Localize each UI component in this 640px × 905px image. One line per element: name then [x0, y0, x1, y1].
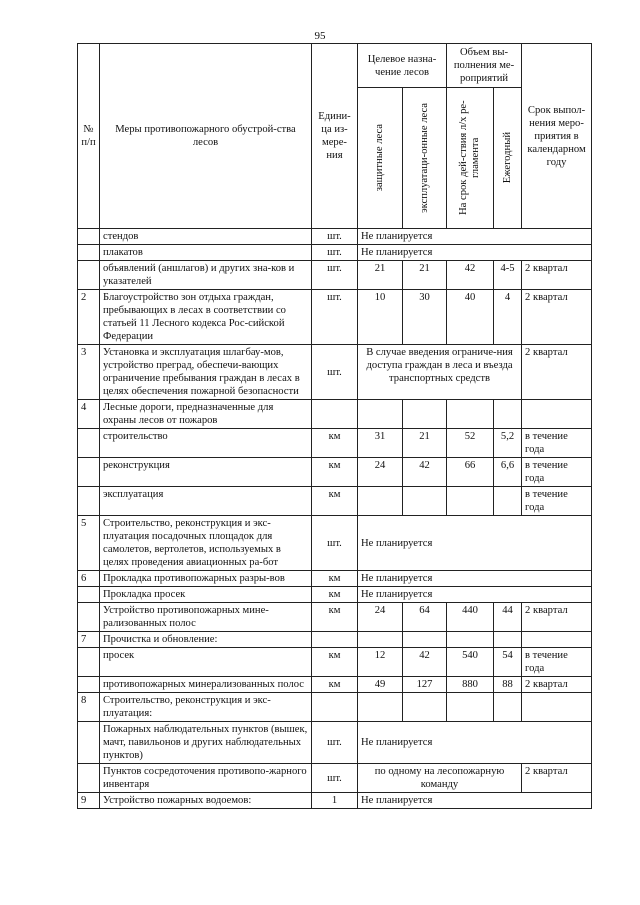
exploit-value: 42 — [403, 648, 447, 677]
table-row — [78, 793, 592, 809]
term-cell: в течение года — [522, 458, 592, 487]
empty-cell — [522, 632, 592, 648]
table-row — [78, 245, 592, 261]
empty-cell — [447, 693, 494, 722]
term-cell: 2 квартал — [522, 603, 592, 632]
empty-cell — [447, 632, 494, 648]
status-cell: Не планируется — [358, 571, 592, 587]
empty-cell — [447, 400, 494, 429]
measure-cell: объявлений (аншлагов) и других зна-ков и указателей — [100, 261, 312, 290]
fire-safety-measures-table — [77, 43, 592, 809]
table-row — [78, 400, 592, 429]
table-row — [78, 516, 592, 571]
exploit-value: 64 — [403, 603, 447, 632]
unit-cell: шт. — [312, 722, 358, 764]
empty-cell — [403, 693, 447, 722]
annual-value: 4 — [494, 290, 522, 345]
unit-cell: км — [312, 587, 358, 603]
measure-cell: Пожарных наблюдательных пунктов (вышек, мачт, павильонов и других наблюдательных пунктов) — [100, 722, 312, 764]
period-value: 880 — [447, 677, 494, 693]
unit-cell: км — [312, 487, 358, 516]
exploit-value: 21 — [403, 429, 447, 458]
protective-value: 31 — [358, 429, 403, 458]
row-number: 3 — [78, 345, 100, 400]
period-value: 40 — [447, 290, 494, 345]
empty-cell — [358, 632, 403, 648]
period-value: 52 — [447, 429, 494, 458]
empty-cell — [494, 400, 522, 429]
unit-cell: шт. — [312, 516, 358, 571]
table-row — [78, 632, 592, 648]
unit-cell: шт. — [312, 229, 358, 245]
term-cell: 2 квартал — [522, 261, 592, 290]
measure-cell: Пунктов сосредоточения противопо-жарного инвентаря — [100, 764, 312, 793]
term-cell: 2 квартал — [522, 764, 592, 793]
table-header-row — [78, 44, 592, 88]
header-term: Срок выпол-нения меро-приятия в календарном году — [522, 44, 592, 229]
term-cell: 2 квартал — [522, 677, 592, 693]
unit-cell: шт. — [312, 345, 358, 400]
empty-cell — [494, 632, 522, 648]
annual-value: 44 — [494, 603, 522, 632]
measure-cell: Прочистка и обновление: — [100, 632, 312, 648]
protective-value: 49 — [358, 677, 403, 693]
unit-cell: шт. — [312, 261, 358, 290]
unit-cell — [312, 632, 358, 648]
row-number — [78, 677, 100, 693]
unit-cell — [312, 400, 358, 429]
row-number — [78, 587, 100, 603]
row-number — [78, 764, 100, 793]
header-measure: Меры противопожарного обустрой-ства лесов — [100, 44, 312, 229]
annual-value: 5,2 — [494, 429, 522, 458]
page-number: 95 — [314, 30, 326, 42]
period-value: 440 — [447, 603, 494, 632]
empty-cell — [403, 400, 447, 429]
table-row — [78, 764, 592, 793]
status-cell: Не планируется — [358, 722, 592, 764]
measure-cell: плакатов — [100, 245, 312, 261]
term-cell: 2 квартал — [522, 290, 592, 345]
row-number — [78, 487, 100, 516]
status-cell: Не планируется — [358, 516, 592, 571]
protective-value: 12 — [358, 648, 403, 677]
protective-value: 21 — [358, 261, 403, 290]
exploit-value: 30 — [403, 290, 447, 345]
status-cell: Не планируется — [358, 229, 592, 245]
exploit-value: 21 — [403, 261, 447, 290]
measure-cell: Устройство противопожарных мине-рализованных полос — [100, 603, 312, 632]
term-cell: в течение года — [522, 429, 592, 458]
measure-cell: эксплуатация — [100, 487, 312, 516]
header-num: № п/п — [78, 44, 100, 229]
table-row — [78, 648, 592, 677]
protective-value: 10 — [358, 290, 403, 345]
row-number: 8 — [78, 693, 100, 722]
exploit-value — [403, 487, 447, 516]
unit-cell: км — [312, 458, 358, 487]
measure-cell: Строительство, реконструкция и экс-плуатация: — [100, 693, 312, 722]
row-number — [78, 261, 100, 290]
unit-cell: км — [312, 648, 358, 677]
annual-value: 6,6 — [494, 458, 522, 487]
measure-cell: строительство — [100, 429, 312, 458]
table-row — [78, 261, 592, 290]
annual-value: 88 — [494, 677, 522, 693]
term-cell: 2 квартал — [522, 345, 592, 400]
measure-cell: Прокладка противопожарных разры-вов — [100, 571, 312, 587]
header-volume: Объем вы-полнения ме-роприятий — [447, 44, 522, 88]
condition-cell: по одному на лесопожарную команду — [358, 764, 522, 793]
row-number — [78, 458, 100, 487]
table-row — [78, 722, 592, 764]
measure-cell: просек — [100, 648, 312, 677]
exploit-value: 42 — [403, 458, 447, 487]
header-protective: защитные леса — [358, 88, 403, 229]
status-cell: Не планируется — [358, 793, 592, 809]
exploit-value: 127 — [403, 677, 447, 693]
unit-cell: км — [312, 603, 358, 632]
table-row — [78, 458, 592, 487]
period-value: 66 — [447, 458, 494, 487]
table-row — [78, 487, 592, 516]
annual-value: 54 — [494, 648, 522, 677]
measure-cell: Прокладка просек — [100, 587, 312, 603]
header-unit: Едини-ца из-мере-ния — [312, 44, 358, 229]
row-number: 6 — [78, 571, 100, 587]
row-number — [78, 722, 100, 764]
row-number — [78, 245, 100, 261]
unit-cell: км — [312, 677, 358, 693]
protective-value — [358, 487, 403, 516]
row-number: 5 — [78, 516, 100, 571]
row-number — [78, 648, 100, 677]
term-cell: в течение года — [522, 487, 592, 516]
row-number — [78, 429, 100, 458]
header-exploit: эксплуатаци-онные леса — [403, 88, 447, 229]
row-number: 4 — [78, 400, 100, 429]
row-number — [78, 229, 100, 245]
table-row — [78, 345, 592, 400]
unit-cell: км — [312, 571, 358, 587]
row-number: 9 — [78, 793, 100, 809]
measure-cell: Установка и эксплуатация шлагбау-мов, устройство преград, обеспечи-вающих ограничение пребывания граждан в лесах в целях обеспечения пожарной безопасности — [100, 345, 312, 400]
condition-cell: В случае введения ограниче-ния доступа граждан в леса и въезда транспортных средств — [358, 345, 522, 400]
empty-cell — [403, 632, 447, 648]
protective-value: 24 — [358, 458, 403, 487]
empty-cell — [494, 693, 522, 722]
empty-cell — [358, 400, 403, 429]
table-row — [78, 229, 592, 245]
measure-cell: реконструкция — [100, 458, 312, 487]
unit-cell: шт. — [312, 290, 358, 345]
status-cell: Не планируется — [358, 245, 592, 261]
table-row — [78, 693, 592, 722]
row-number: 7 — [78, 632, 100, 648]
table-row — [78, 571, 592, 587]
table-row — [78, 587, 592, 603]
term-cell: в течение года — [522, 648, 592, 677]
table-row — [78, 290, 592, 345]
measure-cell: стендов — [100, 229, 312, 245]
row-number — [78, 603, 100, 632]
empty-cell — [522, 400, 592, 429]
period-value — [447, 487, 494, 516]
annual-value — [494, 487, 522, 516]
measure-cell: Лесные дороги, предназначенные для охраны лесов от пожаров — [100, 400, 312, 429]
measure-cell: противопожарных минерализованных полос — [100, 677, 312, 693]
header-period: На срок дей-ствия л/х ре-гламента — [447, 88, 494, 229]
unit-cell: км — [312, 429, 358, 458]
measure-cell: Устройство пожарных водоемов: — [100, 793, 312, 809]
empty-cell — [358, 693, 403, 722]
table-row — [78, 603, 592, 632]
period-value: 540 — [447, 648, 494, 677]
period-value: 42 — [447, 261, 494, 290]
measure-cell: Благоустройство зон отдыха граждан, пребывающих в лесах в соответствии со статьей 11 Лесного кодекса Рос-сийской Федерации — [100, 290, 312, 345]
table-row — [78, 677, 592, 693]
measure-cell: Строительство, реконструкция и экс-плуатация посадочных площадок для самолетов, вертолетов, используемых в целях проведения авиационных ра-бот — [100, 516, 312, 571]
protective-value: 24 — [358, 603, 403, 632]
annual-value: 4-5 — [494, 261, 522, 290]
status-cell: Не планируется — [358, 587, 592, 603]
unit-cell: шт. — [312, 245, 358, 261]
empty-cell — [522, 693, 592, 722]
unit-cell: шт. — [312, 764, 358, 793]
row-number: 2 — [78, 290, 100, 345]
header-annual: Ежегодный — [494, 88, 522, 229]
header-purpose: Целевое назна-чение лесов — [358, 44, 447, 88]
unit-cell: 1 — [312, 793, 358, 809]
table-row — [78, 429, 592, 458]
unit-cell — [312, 693, 358, 722]
